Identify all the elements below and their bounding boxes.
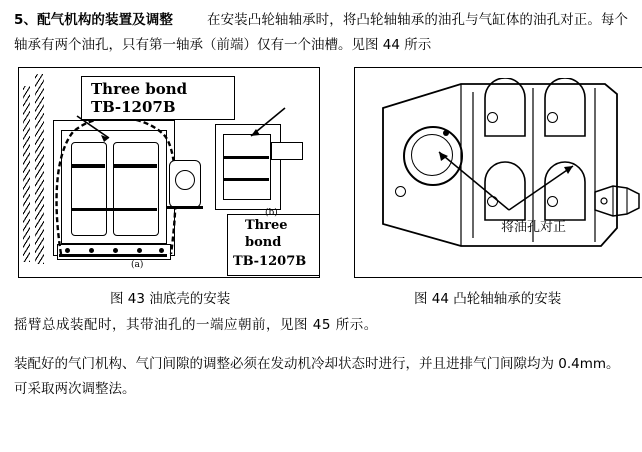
oil-hole-icon [487, 112, 498, 123]
strainer-rib-2 [223, 178, 269, 181]
figure-44-artwork [355, 68, 642, 277]
figure-43-image [18, 67, 320, 278]
figure-43-artwork [19, 68, 319, 277]
pump-base-line [167, 206, 203, 209]
figure-44-callout-label: 将油孔对正 [501, 220, 567, 235]
paragraph-1-text: 在安装凸轮轴轴承时，将凸轮轴轴承的油孔与气缸体的油孔对正。每个轴承有两个油孔，只有第一轴承（前端）仅有一个油槽。见图 44 所示 [14, 12, 628, 53]
sealant-brand-line2: TB‑1207B [91, 98, 176, 116]
figure-43-caption: 图 43 油底壳的安装 [110, 291, 231, 307]
tail-paragraphs [14, 313, 628, 402]
leader-line-icon [233, 104, 293, 146]
paragraph-3: 装配好的气门机构、气门间隙的调整必须在发动机冷却状态时进行，并且进排气门间隙均为 0.4mm。可采取两次调整法。 [14, 356, 620, 397]
sealant-callout-line1: Three [245, 218, 288, 233]
figure-row [14, 67, 628, 285]
figure-caption-row [14, 287, 628, 313]
sealant-callout-line3: TB‑1207B [233, 254, 307, 269]
oil-hole-icon [443, 130, 449, 136]
bearing-shell-detail [591, 178, 642, 226]
figure-44-image [354, 67, 642, 278]
subfigure-label-a: (a) [131, 260, 144, 270]
strainer-rib-1 [223, 156, 269, 159]
section-number: 5、 [14, 12, 38, 28]
timing-chain-icon [35, 74, 44, 264]
section-heading: 配气机构的装置及调整 [37, 12, 173, 28]
pump-bore-icon [175, 170, 195, 190]
paragraph-2: 摇臂总成装配时，其带油孔的一端应朝前，见图 45 所示。 [14, 317, 378, 333]
hatched-rail-icon [23, 86, 30, 262]
section-paragraph-1 [14, 8, 628, 58]
subfigure-label-b: (b) [265, 208, 278, 218]
sealant-callout-line2: bond [245, 235, 282, 250]
sealant-brand-line1: Three bond [91, 80, 188, 98]
oil-hole-icon [395, 186, 406, 197]
oil-hole-icon [547, 112, 558, 123]
figure-44-caption: 图 44 凸轮轴轴承的安装 [414, 291, 562, 307]
